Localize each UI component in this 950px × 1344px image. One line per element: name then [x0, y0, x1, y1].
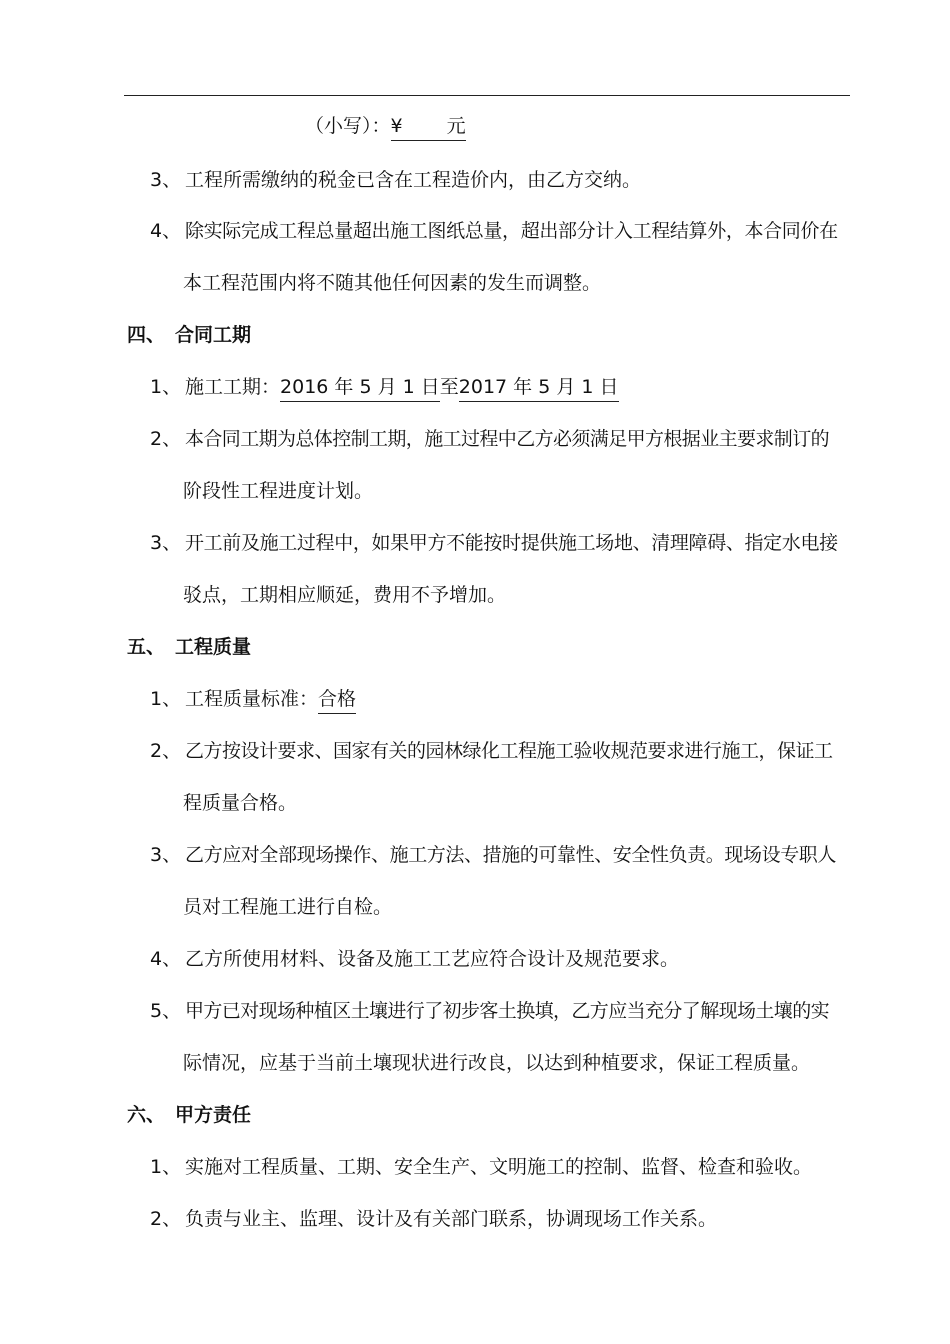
- s5-item5-number: 5、: [150, 1000, 182, 1022]
- s6-item1-text: 实施对工程质量、工期、安全生产、文明施工的控制、监督、检查和验收。: [185, 1156, 813, 1178]
- small-amount-line: [305, 113, 466, 139]
- s5-item3-continuation: 员对工程施工进行自检。: [183, 896, 393, 918]
- s5-item4-text: 乙方所使用材料、设备及施工工艺应符合设计及规范要求。: [185, 948, 680, 970]
- s4-item3-continuation: 驳点，工期相应顺延，费用不予增加。: [183, 584, 507, 606]
- quality-value: 合格: [318, 688, 356, 714]
- s5-item4-number: 4、: [150, 948, 182, 970]
- small-amount-field: [391, 115, 466, 141]
- s5-item5-text: 甲方已对现场种植区土壤进行了初步客土换填，乙方应当充分了解现场土壤的实: [185, 1000, 830, 1022]
- s5-item2-continuation: 程质量合格。: [183, 792, 298, 814]
- small-amount-label: （小写）：: [305, 115, 391, 137]
- section-5-number: 五、: [127, 636, 166, 658]
- s5-item5-continuation: 际情况，应基于当前土壤现状进行改良，以达到种植要求，保证工程质量。: [183, 1052, 811, 1074]
- header-rule: [124, 95, 850, 96]
- tax-item-number: 3、: [150, 169, 182, 191]
- period-label: 施工工期：: [185, 376, 281, 398]
- s4-item2-continuation: 阶段性工程进度计划。: [183, 480, 374, 502]
- s6-item2-text: 负责与业主、监理、设计及有关部门联系，协调现场工作关系。: [185, 1208, 718, 1230]
- s4-construction-period: [185, 374, 619, 400]
- period-to: 至: [439, 376, 459, 398]
- s4-item1-number: 1、: [150, 376, 182, 398]
- s5-item2-text: 乙方按设计要求、国家有关的园林绿化工程施工验收规范要求进行施工，保证工: [185, 740, 833, 762]
- section-5-heading: [127, 634, 251, 660]
- s5-item2-number: 2、: [150, 740, 182, 762]
- section-6-title: 甲方责任: [175, 1104, 252, 1126]
- s5-item1-number: 1、: [150, 688, 182, 710]
- section-5-title: 工程质量: [175, 636, 252, 658]
- s4-item2-text: 本合同工期为总体控制工期，施工过程中乙方必须满足甲方根据业主要求制订的: [185, 428, 830, 450]
- period-start-date: 2016 年 5 月 1 日: [280, 376, 440, 402]
- section-4-title: 合同工期: [175, 324, 252, 346]
- currency-symbol: ¥: [390, 115, 403, 137]
- section-4-number: 四、: [127, 324, 166, 346]
- s4-item2-number: 2、: [150, 428, 182, 450]
- s5-item3-number: 3、: [150, 844, 182, 866]
- period-end-date: 2017 年 5 月 1 日: [459, 376, 619, 402]
- s5-quality-standard: [185, 686, 356, 712]
- s6-item2-number: 2、: [150, 1208, 182, 1230]
- tax-item-text: 工程所需缴纳的税金已含在工程造价内，由乙方交纳。: [185, 169, 642, 191]
- currency-unit: 元: [446, 115, 466, 137]
- section-4-heading: [127, 322, 251, 348]
- s4-item3-number: 3、: [150, 532, 182, 554]
- price-item-number: 4、: [150, 220, 182, 242]
- quality-label: 工程质量标准：: [185, 688, 319, 710]
- section-6-number: 六、: [127, 1104, 166, 1126]
- section-6-heading: [127, 1102, 251, 1128]
- s5-item3-text: 乙方应对全部现场操作、施工方法、措施的可靠性、安全性负责。现场设专职人: [185, 844, 837, 866]
- price-item-continuation: 本工程范围内将不随其他任何因素的发生而调整。: [183, 272, 602, 294]
- price-item-text: 除实际完成工程总量超出施工图纸总量，超出部分计入工程结算外，本合同价在: [185, 220, 838, 242]
- s4-item3-text: 开工前及施工过程中，如果甲方不能按时提供施工场地、清理障碍、指定水电接: [185, 532, 838, 554]
- s6-item1-number: 1、: [150, 1156, 182, 1178]
